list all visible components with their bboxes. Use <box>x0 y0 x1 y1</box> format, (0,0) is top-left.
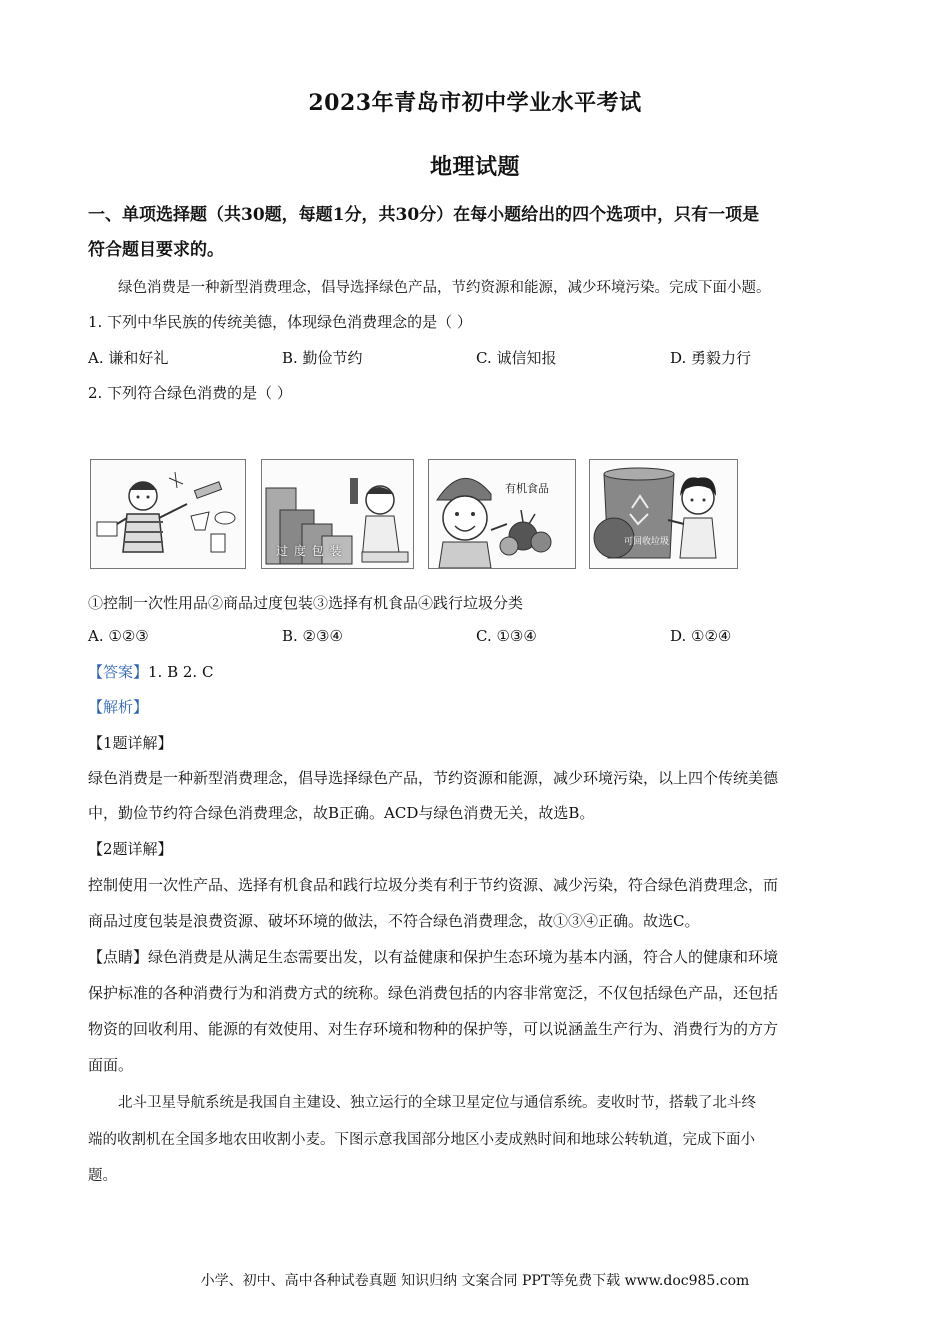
organic-food-label: 有机食品 <box>505 482 549 495</box>
page-footer: 小学、初中、高中各种试卷真题 知识归纳 文案合同 PPT等免费下载 www.doc985.com <box>200 1273 750 1289</box>
analysis-tag: 【解析】 <box>88 698 149 716</box>
q2-option-a: A. ①②③ <box>88 627 149 645</box>
question-2-stem: 2. 下列符合绿色消费的是（ ） <box>88 384 292 402</box>
exam-title: 2023年青岛市初中学业水平考试 <box>308 90 642 116</box>
garbage-sorting-drawing <box>590 460 737 568</box>
illustration-excessive-packaging <box>261 459 414 569</box>
organic-food-drawing <box>429 460 575 568</box>
q2-option-c: C. ①③④ <box>476 627 537 645</box>
illustration-disposable-items <box>90 459 246 569</box>
intro-beidou-line-3: 题。 <box>88 1168 117 1184</box>
q2-option-d: D. ①②④ <box>670 627 732 645</box>
detail-2-line-2: 商品过度包装是浪费资源、破坏环境的做法，不符合绿色消费理念，故①③④正确。故选C。 <box>88 912 700 930</box>
q1-option-d: D. 勇毅力行 <box>670 349 752 367</box>
intro-beidou-line-2: 端的收割机在全国多地农田收割小麦。下图示意我国部分地区小麦成熟时间和地球公转轨道，完成下面小 <box>88 1132 755 1148</box>
illustration-organic-food <box>428 459 576 569</box>
intro-green-consumption: 绿色消费是一种新型消费理念，倡导选择绿色产品，节约资源和能源，减少环境污染。完成下面小题。 <box>118 280 771 296</box>
detail-2-heading: 【2题详解】 <box>88 840 173 858</box>
answer-text: 1. B 2. C <box>148 663 214 681</box>
q1-option-c: C. 诚信知报 <box>476 349 557 367</box>
answer-tag: 【答案】 <box>88 663 149 681</box>
tip-line-4: 面面。 <box>88 1056 134 1074</box>
q2-option-b: B. ②③④ <box>282 627 343 645</box>
intro-beidou-line-1: 北斗卫星导航系统是我国自主建设、独立运行的全球卫星定位与通信系统。麦收时节，搭载了北斗终 <box>118 1095 756 1111</box>
section-heading-line1: 一、单项选择题（共30题，每题1分，共30分）在每小题给出的四个选项中，只有一项是 <box>88 205 760 225</box>
exam-subtitle: 地理试题 <box>429 154 520 180</box>
section-heading-line2: 符合题目要求的。 <box>88 240 224 260</box>
tip-line-1 <box>88 947 868 967</box>
question-2-caption: ①控制一次性用品②商品过度包装③选择有机食品④践行垃圾分类 <box>88 594 524 612</box>
packaging-label: 过 度 包 装 <box>276 544 343 558</box>
detail-1-line-2: 中，勤俭节约符合绿色消费理念，故B正确。ACD与绿色消费无关，故选B。 <box>88 804 595 822</box>
analysis-line <box>88 697 868 717</box>
recyclable-label: 可回收垃圾 <box>624 537 670 547</box>
question-1-stem: 1. 下列中华民族的传统美德，体现绿色消费理念的是（ ） <box>88 313 472 331</box>
detail-2-line-1: 控制使用一次性产品、选择有机食品和践行垃圾分类有利于节约资源、减少污染，符合绿色消费理念，而 <box>88 876 779 894</box>
disposable-items-drawing <box>91 460 245 568</box>
tip-line-3: 物资的回收利用、能源的有效使用、对生存环境和物种的保护等，可以说涵盖生产行为、消费行为的方方 <box>88 1020 779 1038</box>
q1-option-b: B. 勤俭节约 <box>282 349 363 367</box>
tip-tag: 【点睛】 <box>88 948 149 966</box>
tip-text-1: 绿色消费是从满足生态需要出发，以有益健康和保护生态环境为基本内涵，符合人的健康和环境 <box>148 948 779 966</box>
detail-1-heading: 【1题详解】 <box>88 734 173 752</box>
q1-option-a: A. 谦和好礼 <box>88 349 169 367</box>
detail-1-line-1: 绿色消费是一种新型消费理念，倡导选择绿色产品，节约资源和能源，减少环境污染，以上四个传统美德 <box>88 769 779 787</box>
illustration-garbage-sorting <box>589 459 738 569</box>
answer-line <box>88 662 868 682</box>
tip-line-2: 保护标准的各种消费行为和消费方式的统称。绿色消费包括的内容非常宽泛，不仅包括绿色产品，还包括 <box>88 984 779 1002</box>
